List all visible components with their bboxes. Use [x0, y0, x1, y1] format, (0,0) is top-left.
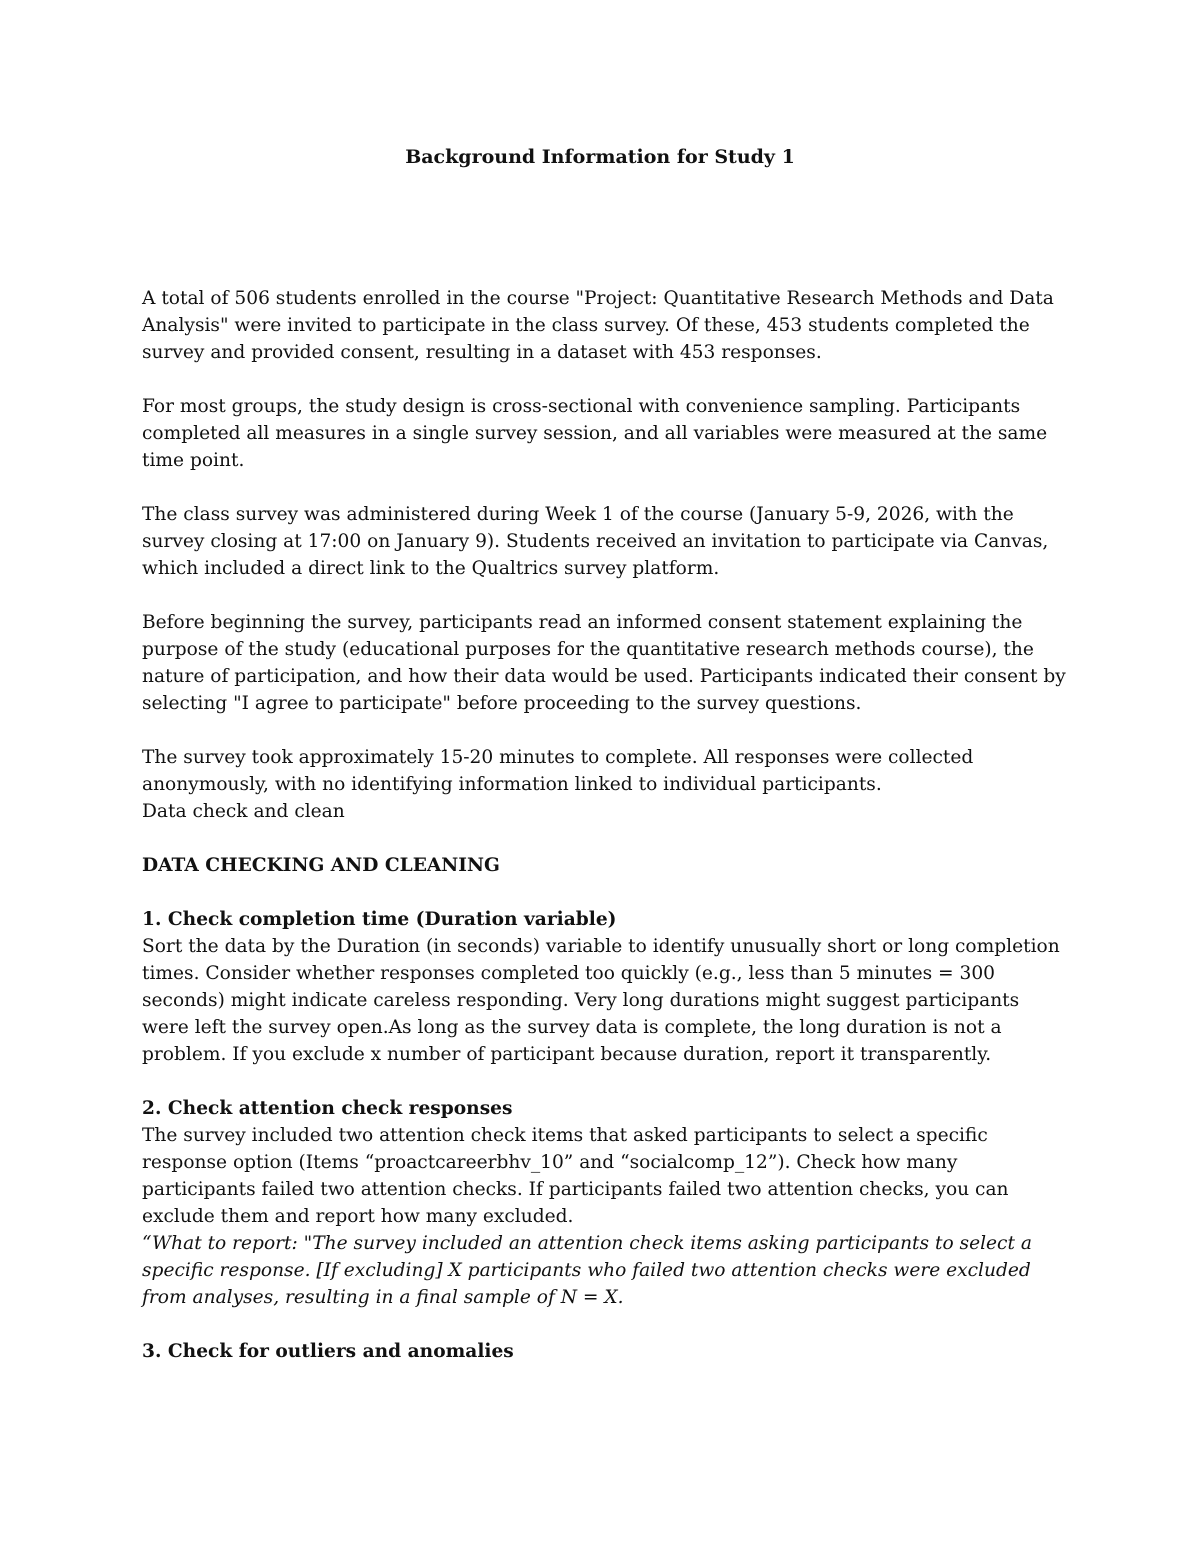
text-line: survey and provided consent, resulting in a dataset with 453 responses.	[142, 342, 822, 363]
text-line: problem. If you exclude x number of participant because duration, report it transparently.	[142, 1044, 992, 1065]
step-outliers	[142, 1338, 1062, 1365]
text-line: purpose of the study (educational purposes for the quantitative research methods course), the	[142, 639, 1034, 660]
text-line: which included a direct link to the Qualtrics survey platform.	[142, 558, 720, 579]
text-line: times. Consider whether responses completed too quickly (e.g., less than 5 minutes = 300	[142, 963, 996, 984]
text-line: seconds) might indicate careless responding. Very long durations might suggest participants	[142, 990, 1020, 1011]
section-heading: DATA CHECKING AND CLEANING	[142, 855, 500, 876]
text-line: participants failed two attention checks. If participants failed two attention checks, you can	[142, 1179, 1009, 1200]
text-line: survey closing at 17:00 on January 9). Students received an invitation to participate via Canvas,	[142, 531, 1049, 552]
paragraph-study-design	[142, 393, 1062, 474]
text-line: The class survey was administered during Week 1 of the course (January 5-9, 2026, with the	[142, 504, 1014, 525]
text-line: nature of participation, and how their data would be used. Participants indicated their consent by	[142, 666, 1066, 687]
text-line: For most groups, the study design is cross-sectional with convenience sampling. Participants	[142, 396, 1021, 417]
italic-text-line: specific response. [If excluding] X participants who failed two attention checks were excluded	[142, 1260, 1031, 1281]
text-line: response option (Items “proactcareerbhv_10” and “socialcomp_12”). Check how many	[142, 1152, 958, 1173]
paragraph-consent	[142, 609, 1066, 717]
italic-text-line: from analyses, resulting in a final sample of N = X.	[142, 1287, 624, 1308]
text-line: selecting "I agree to participate" before proceeding to the survey questions.	[142, 693, 862, 714]
step-heading: 2. Check attention check responses	[142, 1098, 513, 1119]
step-completion-time	[142, 906, 1062, 1068]
text-line: Sort the data by the Duration (in seconds) variable to identify unusually short or long completion	[142, 936, 1060, 957]
text-line: exclude them and report how many excluded.	[142, 1206, 574, 1227]
text-line: time point.	[142, 450, 245, 471]
paragraph-enrollment	[142, 285, 1062, 366]
italic-text-line: “What to report: "The survey included an attention check items asking participants to select a	[142, 1233, 1032, 1254]
document-title: Background Information for Study 1	[405, 146, 795, 168]
text-line: were left the survey open.As long as the survey data is complete, the long duration is not a	[142, 1017, 1002, 1038]
document-body	[142, 285, 1066, 1392]
text-line: The survey took approximately 15-20 minutes to complete. All responses were collected	[142, 747, 974, 768]
step-heading: 1. Check completion time (Duration variable)	[142, 909, 617, 930]
paragraph-administration	[142, 501, 1062, 582]
paragraph-duration-anonymity	[142, 744, 1062, 825]
text-line: anonymously, with no identifying information linked to individual participants.	[142, 774, 882, 795]
text-line: Data check and clean	[142, 801, 345, 822]
text-line: Analysis" were invited to participate in the class survey. Of these, 453 students completed the	[142, 315, 1030, 336]
text-line: completed all measures in a single survey session, and all variables were measured at the same	[142, 423, 1048, 444]
step-heading: 3. Check for outliers and anomalies	[142, 1341, 514, 1362]
text-line: The survey included two attention check items that asked participants to select a specific	[142, 1125, 988, 1146]
text-line: Before beginning the survey, participants read an informed consent statement explaining the	[142, 612, 1023, 633]
step-attention-check	[142, 1095, 1062, 1311]
text-line: A total of 506 students enrolled in the course "Project: Quantitative Research Methods and Data	[142, 288, 1054, 309]
